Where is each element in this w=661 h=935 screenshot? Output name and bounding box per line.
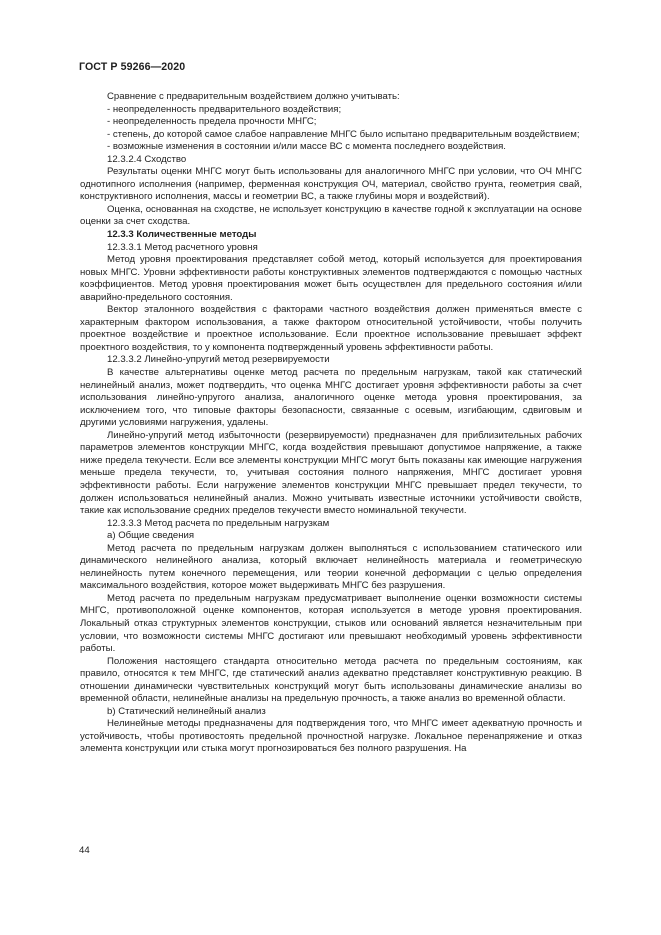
paragraph: В качестве альтернативы оценке метод расчета по предельным нагрузкам, такой как статический нелинейный анализ, может подтвердить, что оценка МНГС достигает уровня эффективности работы за счет использования линейно-упругого анализа, аналогичного оценке метода уровня проектирования, за исключением того, что типовые факторы безопасности, связанные с осевым, изгибающим, сдвиговым и другими условиями нагружения, удалены. xyxy=(80,367,582,429)
paragraph: Метод уровня проектирования представляет собой метод, который используется для проектирования новых МНГС. Уровни эффективности работы конструктивных элементов подтверждаются с помощью частных коэффициентов. Метод уровня проектирования может быть осуществлен для предельного состояния и/или аварийно-предельного состояния. xyxy=(80,254,582,303)
paragraph: Вектор эталонного воздействия с факторами частного воздействия должен применяться вместе с характерным фактором использования, а также фактором относительной устойчивости, чтобы получить проектное воздействие и проектное использование. Если проектное использование превышает эффект проектного воздействия, то у компонента подтвержденный уровень эффективности работы. xyxy=(80,304,582,353)
list-item: - неопределенность предела прочности МНГС; xyxy=(107,116,317,128)
subsection-heading: b) Статический нелинейный анализ xyxy=(107,705,266,717)
paragraph: Оценка, основанная на сходстве, не использует конструкцию в качестве годной к эксплуатации на основе оценки за счет сходства. xyxy=(80,203,582,228)
paragraph: Нелинейные методы предназначены для подтверждения того, что МНГС имеет адекватную прочность и устойчивость, чтобы противостоять предельной прочностной нагрузке. Локальное перенапряжение и отказ элемента конструкции или стыка могут прогнозироваться без полного разрушения. На xyxy=(80,718,582,755)
section-heading: 12.3.3.3 Метод расчета по предельным нагрузкам xyxy=(107,517,330,529)
section-heading: 12.3.2.4 Сходство xyxy=(107,153,187,165)
section-heading: 12.3.3.1 Метод расчетного уровня xyxy=(107,241,258,253)
paragraph: Метод расчета по предельным нагрузкам должен выполняться с использованием статического или динамического нелинейного анализа, который включает нелинейность материала и геометрическую нелинейность путем конечного перемещения, или теории конечной деформации с целью определения максимального воздействия, которое может выдерживать МНГС без разрушения. xyxy=(80,542,582,592)
paragraph: Сравнение с предварительным воздействием должно учитывать: xyxy=(107,91,400,102)
document-body xyxy=(80,91,582,756)
list-item: - степень, до которой самое слабое направление МНГС было испытано предварительным воздействием; xyxy=(107,128,580,140)
paragraph: Результаты оценки МНГС могут быть использованы для аналогичного МНГС при условии, что ОЧ МНГС однотипного исполнения (например, ферменная конструкция ОЧ, материал, свойство грунта, геометрия свай, конструктивного исполнения, массы и геометрии ВС, а также глубины моря и воздействий). xyxy=(80,166,582,203)
subsection-heading: a) Общие сведения xyxy=(107,530,195,542)
list-item: - неопределенность предварительного воздействия; xyxy=(107,103,342,115)
paragraph: Метод расчета по предельным нагрузкам предусматривает выполнение оценки возможности системы МНГС, противоположной оценке компонентов, которая используется в методе уровня проектирования. Локальный отказ структурных элементов конструкции, стыков или оснований является незначительным при условии, что возможности системы МНГС достигают или превышают необходимый уровень эффективности работы. xyxy=(80,592,582,655)
paragraph: Положения настоящего стандарта относительно метода расчета по предельным состояниям, как правило, относятся к тем МНГС, где статический анализ адекватно представляет конструктивную реакцию. В отношении динамически чувствительных конструкций могут быть использованы динамические анализы во временной области, нелинейные анализы на предельную прочность, а также анализ во временной области. xyxy=(80,655,582,705)
section-heading: 12.3.3.2 Линейно-упругий метод резервируемости xyxy=(107,354,330,366)
list-item: - возможные изменения в состоянии и/или массе ВС с момента последнего воздействия. xyxy=(107,141,506,153)
page-number: 44 xyxy=(79,845,90,856)
document-header: ГОСТ Р 59266—2020 xyxy=(79,61,186,73)
section-heading-bold: 12.3.3 Количественные методы xyxy=(107,229,257,241)
paragraph: Линейно-упругий метод избыточности (резервируемости) предназначен для приблизительных рабочих параметров элементов конструкции МНГС, когда воздействия превышают допустимое напряжение, а также ниже предела текучести. Если все элементы конструкции МНГС могут быть показаны как имеющие нагружения меньше предела текучести, то, учитывая состояния полного напряжения, МНГС достигает уровня эффективности работы. Если нагружение элементов конструкции МНГС превышает предел текучести, то должен использоваться нелинейный анализ. Можно учитывать известные источники устойчивости свойств, такие как использование средних пределов текучести вместо номинальной текучести. xyxy=(80,429,582,517)
